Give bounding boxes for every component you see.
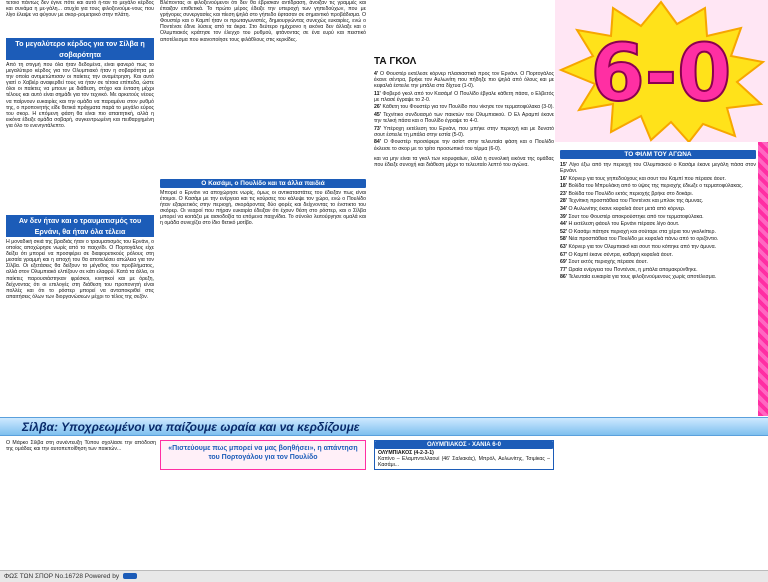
- lineup-box: [374, 440, 554, 470]
- film-text: Βολίδα του Πουλίδο εκτός περιοχής βρήκε στο δοκάρι.: [568, 190, 693, 197]
- powered-logo: [123, 573, 137, 579]
- film-text: Ο Καμπί έκανε σέντρα, καθαρή κεφαλιά άουτ.: [568, 251, 674, 258]
- film-minute: 44': [560, 221, 569, 228]
- film-minute: 16': [560, 175, 569, 182]
- film-minute: 58': [560, 236, 569, 243]
- footer-text: ΦΩΣ ΤΩΝ ΣΠΟΡ No.16728 Powered by: [4, 573, 120, 580]
- column-3-goals: [374, 56, 554, 416]
- goal-text: Ο Φουστέρ προσέφερε την ασίστ στην τελευταία φάση και ο Πουλίδο έκλεισε το σκορ με το τρίτο προσωπικό του τέρμα (6-0).: [374, 139, 554, 152]
- lineup-formation: ΟΛΥΜΠΙΑΚΟΣ (4-2-3-1): [378, 450, 434, 456]
- film-entry: [560, 183, 756, 189]
- lineup-text: Καπίνο – Ελαμπντελλαουί (46' Σαλιακάς), Μπρόλ, Αυλωνίτης, Τσιμίκας – Κασάμι...: [378, 456, 550, 469]
- column-4-film: [560, 150, 756, 570]
- film-text: Κόρνερ για τους γηπεδούχους και σουτ του Καμπί που πέρασε άουτ.: [568, 175, 726, 182]
- goal-entry: [374, 104, 554, 110]
- film-entry: [560, 221, 756, 227]
- column-1: [6, 0, 154, 416]
- match-report-text: Βλέποντας οι φιλοξενούμενοι ότι δεν θα έβρισκαν αντίδραση, άνοιξαν τις γραμμές και έπαιξαν επιθετικά. Το πρώτο μέρος έδειξε την υπεροχή των γηπεδούχων, που με γρήγορες συνεργασίες και πίεση ψηλά στο γήπεδο έφτασαν σε σημαντικό προβάδισμα. Ο Φουστέρ και ο Καμπί ήταν οι πρωταγωνιστές, δημιουργώντας συνεχώς ευκαιρίες, ενώ ο Ποντένσε έδινε λύσεις από τα άκρα. Στο δεύτερο ημίχρονο η εικόνα δεν άλλαξε και ο Ολυμπιακός κράτησε τον έλεγχο του ρυθμού, φτάνοντας σε ένα ευρύ και πειστικό αποτέλεσμα που ικανοποίησε τους φιλάθλους στις κερκίδες.: [160, 0, 366, 43]
- film-entry: [560, 229, 756, 235]
- column-2: [160, 0, 366, 416]
- film-minute: 52': [560, 228, 569, 235]
- goal-text: Υπέροχη εκτέλεση του Ερνάνι, που μπήκε στην περιοχή και με δυνατό σουτ έστειλε τη μπάλα στην εστία (5-0).: [374, 125, 554, 138]
- film-text: Σουτ εκτός περιοχής πέρασε άουτ.: [568, 259, 648, 266]
- film-entry: [560, 162, 756, 174]
- film-minute: 86': [560, 274, 569, 281]
- goal-minute: 4': [374, 71, 380, 77]
- film-minute: 23': [560, 190, 569, 197]
- goal-text: Τεχνίτικο συνδυασμό των παικτών του Ολυμπιακού. Ο Ελ Αραμπί έκανε την τελική πάσα και ο Πουλίδο έγραψε το 4-0.: [374, 112, 554, 125]
- film-heading: ΤΟ ΦΙΛΜ ΤΟΥ ΑΓΩΝΑ: [560, 150, 756, 159]
- goal-minute: 26': [374, 104, 383, 111]
- article-text-a: Από τη στιγμή που όλα ήταν δεδομένα, είναι φανερό πως το μεγαλύτερο κέρδος για τον Ολυμπιακό ήταν η σοβαρότητα με την οποία αντιμετώπισαν οι παίκτες την αναμέτρηση. Και αυτό γιατί ο Χαβιέρ αναφερθεί τους να ήταν σε τέτοια επίπεδα, ώστε όλοι οι παίκτες να μπουν με διάθεση, στόχο και ένταση μέχρι τέλους και αυτό είναι σημάδι για τον τεχνικό. Με αρκετούς νέους να παίρνουν ευκαιρίες και την ομάδα να παραμένει στον ρυθμό της, ο προπονητής είδε θετικά πράγματα παρά το μεγάλο εύρος του σκορ. Η επόμενη φάση θα είναι πιο απαιτητική, αλλά η εικόνα έδειξε ομάδα σοβαρή, συγκεντρωμένη και πειθαρχημένη για όλο το ενενηντάλεπτο.: [6, 62, 154, 129]
- film-entry: [560, 267, 756, 273]
- film-entry: [560, 236, 756, 242]
- film-minute: 18': [560, 183, 569, 190]
- goal-minute: 45': [374, 112, 384, 119]
- film-text: Η εκτέλεση φάουλ του Ερνάνι πέρασε λίγο άουτ.: [568, 221, 680, 228]
- film-minute: 67': [560, 251, 569, 258]
- page-footer: [0, 570, 768, 582]
- goals-tail-text: και να μην είναι τα γκολ των κορυφαίων, αλλά η συνολική εικόνα της ομάδας που έδειξε συνοχή και διάθεση μέχρι το τελευταίο λεπτό του αγώνα.: [374, 155, 554, 168]
- goals-heading: ΤΑ ΓΚΟΛ: [374, 56, 417, 67]
- film-minute: 28': [560, 198, 569, 205]
- article-text-b: Η μοναδική σκιά της βραδιάς ήταν ο τραυματισμός του Ερνάνι, ο οποίος αποχώρησε νωρίς από το παιχνίδι. Ο Πορτογάλος είχε δείξει ότι μπορεί να προσφέρει σε διαφορετικούς ρόλους στη μεσαία γραμμή και η αποχή του θα αποτελέσει απώλεια για τον Σίλβα. Οι εξετάσεις θα δείξουν το μέγεθος του προβλήματος, αλλά στον Ολυμπιακό ελπίζουν σε κάτι ελαφρύ. Κατά τα άλλα, οι παίκτες παρουσιάστηκαν φρέσκοι, κινητικοί και με όρεξη, δείχνοντας ότι οι επιλογές στη διάθεση του προπονητή είναι πολλές και ότι το ρόστερ μπορεί να ανταποκριθεί στις απαιτήσεις όλων των διοργανώσεων μέχρι το τέλος της σεζόν.: [6, 239, 154, 300]
- film-text: Τεχνίτικη προσπάθεια του Ποντένσε και μπλοκ της άμυνας.: [568, 198, 704, 205]
- goal-entry: [374, 91, 554, 103]
- score-digits: 6-0: [590, 29, 732, 119]
- burst-graphic: [555, 0, 768, 142]
- kasami-text: Μπορεί ο Ερνάνι να αποχώρησε νωρίς, όμως οι αντικαταστάτες του έδειξαν πως είναι έτοιμοι. Ο Κασάμι με την ενέργεια και τις κούρσες του κάλυψε τον χώρο, ενώ ο Πουλίδο ήταν εξαιρετικός στην περιοχή, σκοράροντας δύο φορές και δείχνοντας το ένστικτο του σκόρερ. Οι νεαροί που πήραν ευκαιρία έδειξαν ότι έχουν θέση στο ρόστερ, και ο Σίλβα μπορεί να κοιτάζει με αισιοδοξία τα επόμενα παιχνίδια. Το σύνολο λειτούργησε ομαλά και η ομάδα συνεχίζει στο ίδιο θετικό μοτίβο.: [160, 190, 366, 227]
- quote-text: «Πιστεύουμε πως μπορεί να μας βοηθήσει», η απάντηση του Πορτογάλου για τον Πουλίδο: [168, 445, 358, 461]
- film-text: Κόρνερ για τον Ολυμπιακό και σουτ που κόπηκε από την άμυνα.: [568, 244, 717, 251]
- intro-text: τετοιο πάντως δεν έγινε πότε και αυτό ή-ταν το μεγάλο κέρδος και συνάμα η με-γάλη... ατυχία για τους φιλοξενούμε-νους που λίγο έλειψε να φύγουν με σκορ-ρομετρικό στην πλάτη.: [6, 0, 154, 19]
- film-minute: 69': [560, 259, 569, 266]
- film-text: Βολίδα του Μπρυλάκη από το ύψος της περιοχής έδιωξε ο τερματοφύλακας.: [568, 183, 743, 190]
- film-minute: 39': [560, 213, 569, 220]
- film-text: Ωραία ενέργεια του Ποντένσε, η μπάλα απομακρύνθηκε.: [568, 266, 698, 273]
- goal-text: Κάθετη του Φουστέρ για τον Πουλίδο που νίκησε τον τερματοφύλακα (3-0).: [382, 104, 554, 111]
- headline-kasami-pulido: Ο Κασάμι, ο Πουλίδο και τα άλλα παιδιά: [160, 179, 366, 188]
- goal-text: Ο Φουστέρ εκτέλεσε κόρνερ πλασιαστικά προς τον Ερνάνι. Ο Πορτογάλος έκανε σέντρα, βρήκε τον Αυλωνίτη που πήδηξε πιο ψηλά από όλους και με κεφαλιά έστειλε την μπάλα στα δίχτυα (1-0).: [374, 71, 554, 90]
- film-entry: [560, 198, 756, 204]
- score-burst: [555, 0, 768, 142]
- film-entry: [560, 176, 756, 182]
- decorative-pink-strip: [758, 142, 768, 416]
- film-entry: [560, 252, 756, 258]
- goals-list: [374, 71, 554, 152]
- goal-entry: [374, 126, 554, 138]
- film-entry: [560, 259, 756, 265]
- film-text: Ο Κασάμι πάτησε περιοχή και σούταρε στα χέρια του γκολκίπερ.: [568, 228, 716, 235]
- film-text: Τελευταία ευκαιρία για τους φιλοξενούμενους χωρίς αποτέλεσμα.: [568, 274, 717, 281]
- goal-entry: [374, 71, 554, 89]
- goal-minute: 73': [374, 125, 384, 132]
- goal-text: Φοβερό γκολ από τον Κασάμι! Ο Πουλίδο έβγαλε κάθετη πάσα, ο Ελβετός με πλασέ έγραψε το 2-0.: [374, 90, 554, 103]
- film-minute: 77': [560, 266, 569, 273]
- bottom-headline-band: Σίλβα: Υποχρεωμένοι να παίζουμε ωραία και να κερδίζουμε: [0, 417, 768, 436]
- goal-entry: [374, 139, 554, 151]
- quote-box: [160, 440, 366, 470]
- film-entry: [560, 206, 756, 212]
- headline-injury: Αν δεν ήταν και ο τραυματισμός του Ερνάνι, θα ήταν όλα τέλεια: [6, 215, 154, 237]
- film-entry: [560, 214, 756, 220]
- film-entry: [560, 274, 756, 280]
- bottom-left-text: Ο Μάρκο Σίλβα στη συνέντευξη Τύπου σχολίασε την απόδοση της ομάδας και την αυτοπεποίθηση των παικτών...: [6, 440, 156, 453]
- film-entry: [560, 191, 756, 197]
- film-text: Λίγο έξω από την περιοχή του Ολυμπιακού ο Κασάμι έκανε μεγάλη πάσα στον Ερνάνι.: [560, 162, 756, 175]
- goal-minute: 84': [374, 139, 384, 146]
- film-text: Σουτ του Φουστέρ αποκρούστηκε από τον τερματοφύλακα.: [568, 213, 704, 220]
- goal-entry: [374, 112, 554, 124]
- lower-page-area: [0, 472, 560, 570]
- film-minute: 34': [560, 206, 569, 213]
- film-entry: [560, 244, 756, 250]
- film-text: Ο Αυλωνίτης έκανε κεφαλιά άουτ μετά από κόρνερ.: [568, 206, 686, 213]
- film-minute: 15': [560, 162, 570, 168]
- film-text: Νέα προσπάθεια του Πουλίδο με κεφαλιά πάνω από το οριζόντιο.: [568, 236, 719, 243]
- film-minute: 63': [560, 244, 569, 251]
- goal-minute: 11': [374, 90, 383, 97]
- film-list: [560, 162, 756, 281]
- lineup-header: ΟΛΥΜΠΙΑΚΟΣ - ΧΑΝΙΑ 6-0: [375, 441, 553, 449]
- headline-biggest-gain: Το μεγαλύτερο κέρδος για τον Σίλβα η σοβαρότητα: [6, 38, 154, 60]
